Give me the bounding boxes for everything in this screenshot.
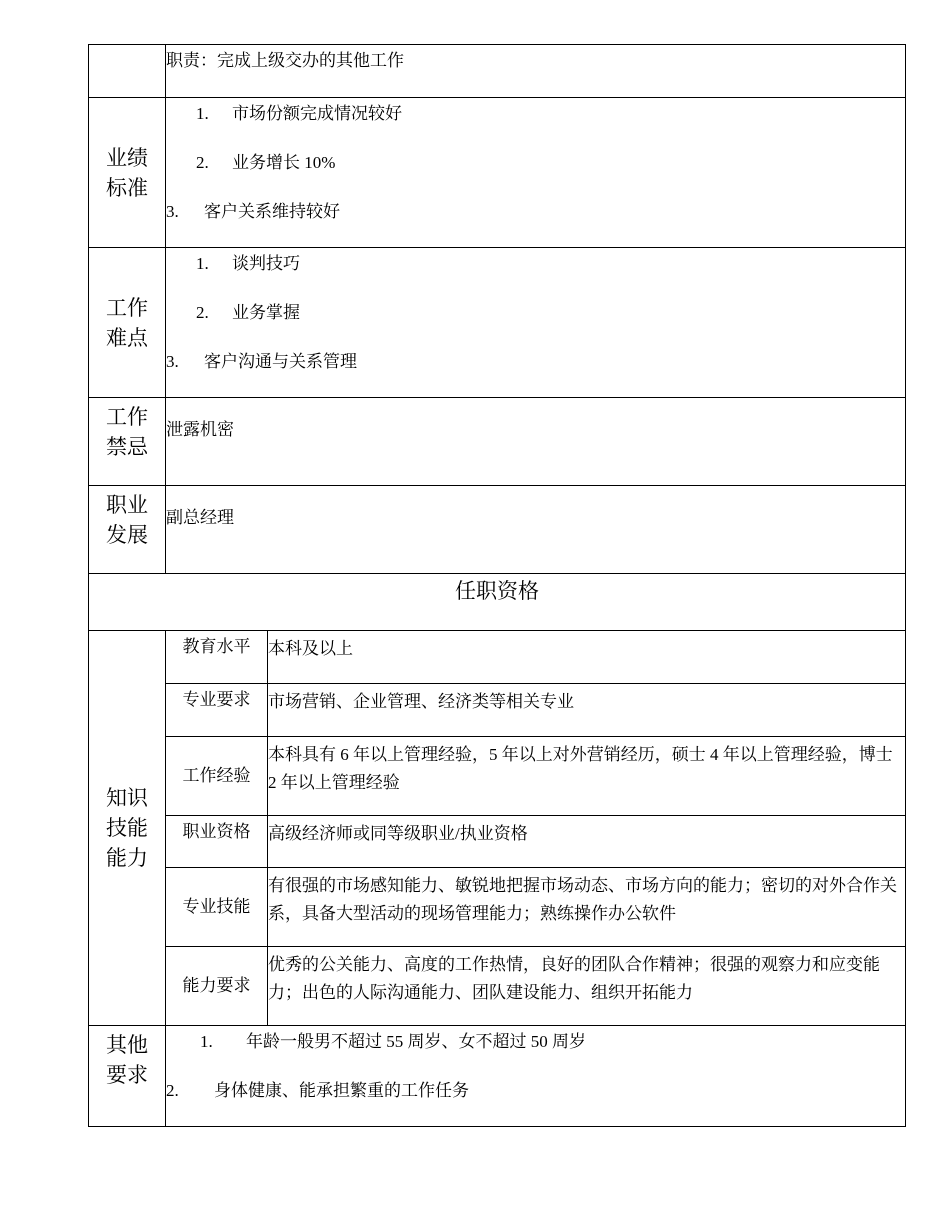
list-item: 1. 市场份额完成情况较好	[196, 104, 402, 123]
performance-list	[166, 98, 906, 248]
duty-row	[89, 45, 906, 98]
career-label: 职业发展	[89, 486, 166, 574]
career-row	[89, 486, 906, 574]
skill-label: 专业技能	[166, 868, 268, 947]
duty-text: 职责：完成上级交办的其他工作	[166, 45, 906, 98]
list-item: 3. 客户关系维持较好	[166, 202, 340, 221]
knowledge-row	[89, 737, 906, 816]
taboo-row	[89, 398, 906, 486]
list-item: 2. 业务增长 10%	[196, 153, 336, 172]
difficulty-row	[89, 248, 906, 398]
skill-value: 有很强的市场感知能力、敏锐地把握市场动态、市场方向的能力；密切的对外合作关系，具备大型活动的现场管理能力；熟练操作办公软件	[268, 868, 906, 947]
other-label: 其他要求	[89, 1026, 166, 1127]
difficulty-label: 工作难点	[89, 248, 166, 398]
list-item: 2. 业务掌握	[196, 303, 300, 322]
list-item: 1. 年龄一般男不超过 55 周岁、女不超过 50 周岁	[200, 1032, 586, 1051]
ability-label: 能力要求	[166, 947, 268, 1026]
other-list	[166, 1026, 906, 1127]
knowledge-row	[89, 947, 906, 1026]
major-label: 专业要求	[166, 684, 268, 737]
performance-label: 业绩标准	[89, 98, 166, 248]
experience-label: 工作经验	[166, 737, 268, 816]
knowledge-label: 知识技能能力	[89, 631, 166, 1026]
ability-value: 优秀的公关能力、高度的工作热情，良好的团队合作精神；很强的观察力和应变能力；出色的人际沟通能力、团队建设能力、组织开拓能力	[268, 947, 906, 1026]
education-label: 教育水平	[166, 631, 268, 684]
list-item: 1. 谈判技巧	[196, 254, 300, 273]
career-value: 副总经理	[166, 486, 906, 574]
difficulty-list	[166, 248, 906, 398]
performance-row	[89, 98, 906, 248]
knowledge-row	[89, 868, 906, 947]
section-title: 任职资格	[89, 574, 906, 631]
certificate-label: 职业资格	[166, 816, 268, 868]
taboo-value: 泄露机密	[166, 398, 906, 486]
knowledge-row	[89, 684, 906, 737]
other-row	[89, 1026, 906, 1127]
knowledge-row	[89, 816, 906, 868]
list-item: 2. 身体健康、能承担繁重的工作任务	[166, 1081, 469, 1100]
duty-label-cell	[89, 45, 166, 98]
job-description-table	[88, 44, 906, 1127]
list-item: 3. 客户沟通与关系管理	[166, 352, 357, 371]
education-value: 本科及以上	[268, 631, 906, 684]
taboo-label: 工作禁忌	[89, 398, 166, 486]
major-value: 市场营销、企业管理、经济类等相关专业	[268, 684, 906, 737]
knowledge-row	[89, 631, 906, 684]
experience-value: 本科具有 6 年以上管理经验，5 年以上对外营销经历，硕士 4 年以上管理经验，博士 2 年以上管理经验	[268, 737, 906, 816]
qualification-title-row	[89, 574, 906, 631]
certificate-value: 高级经济师或同等级职业/执业资格	[268, 816, 906, 868]
